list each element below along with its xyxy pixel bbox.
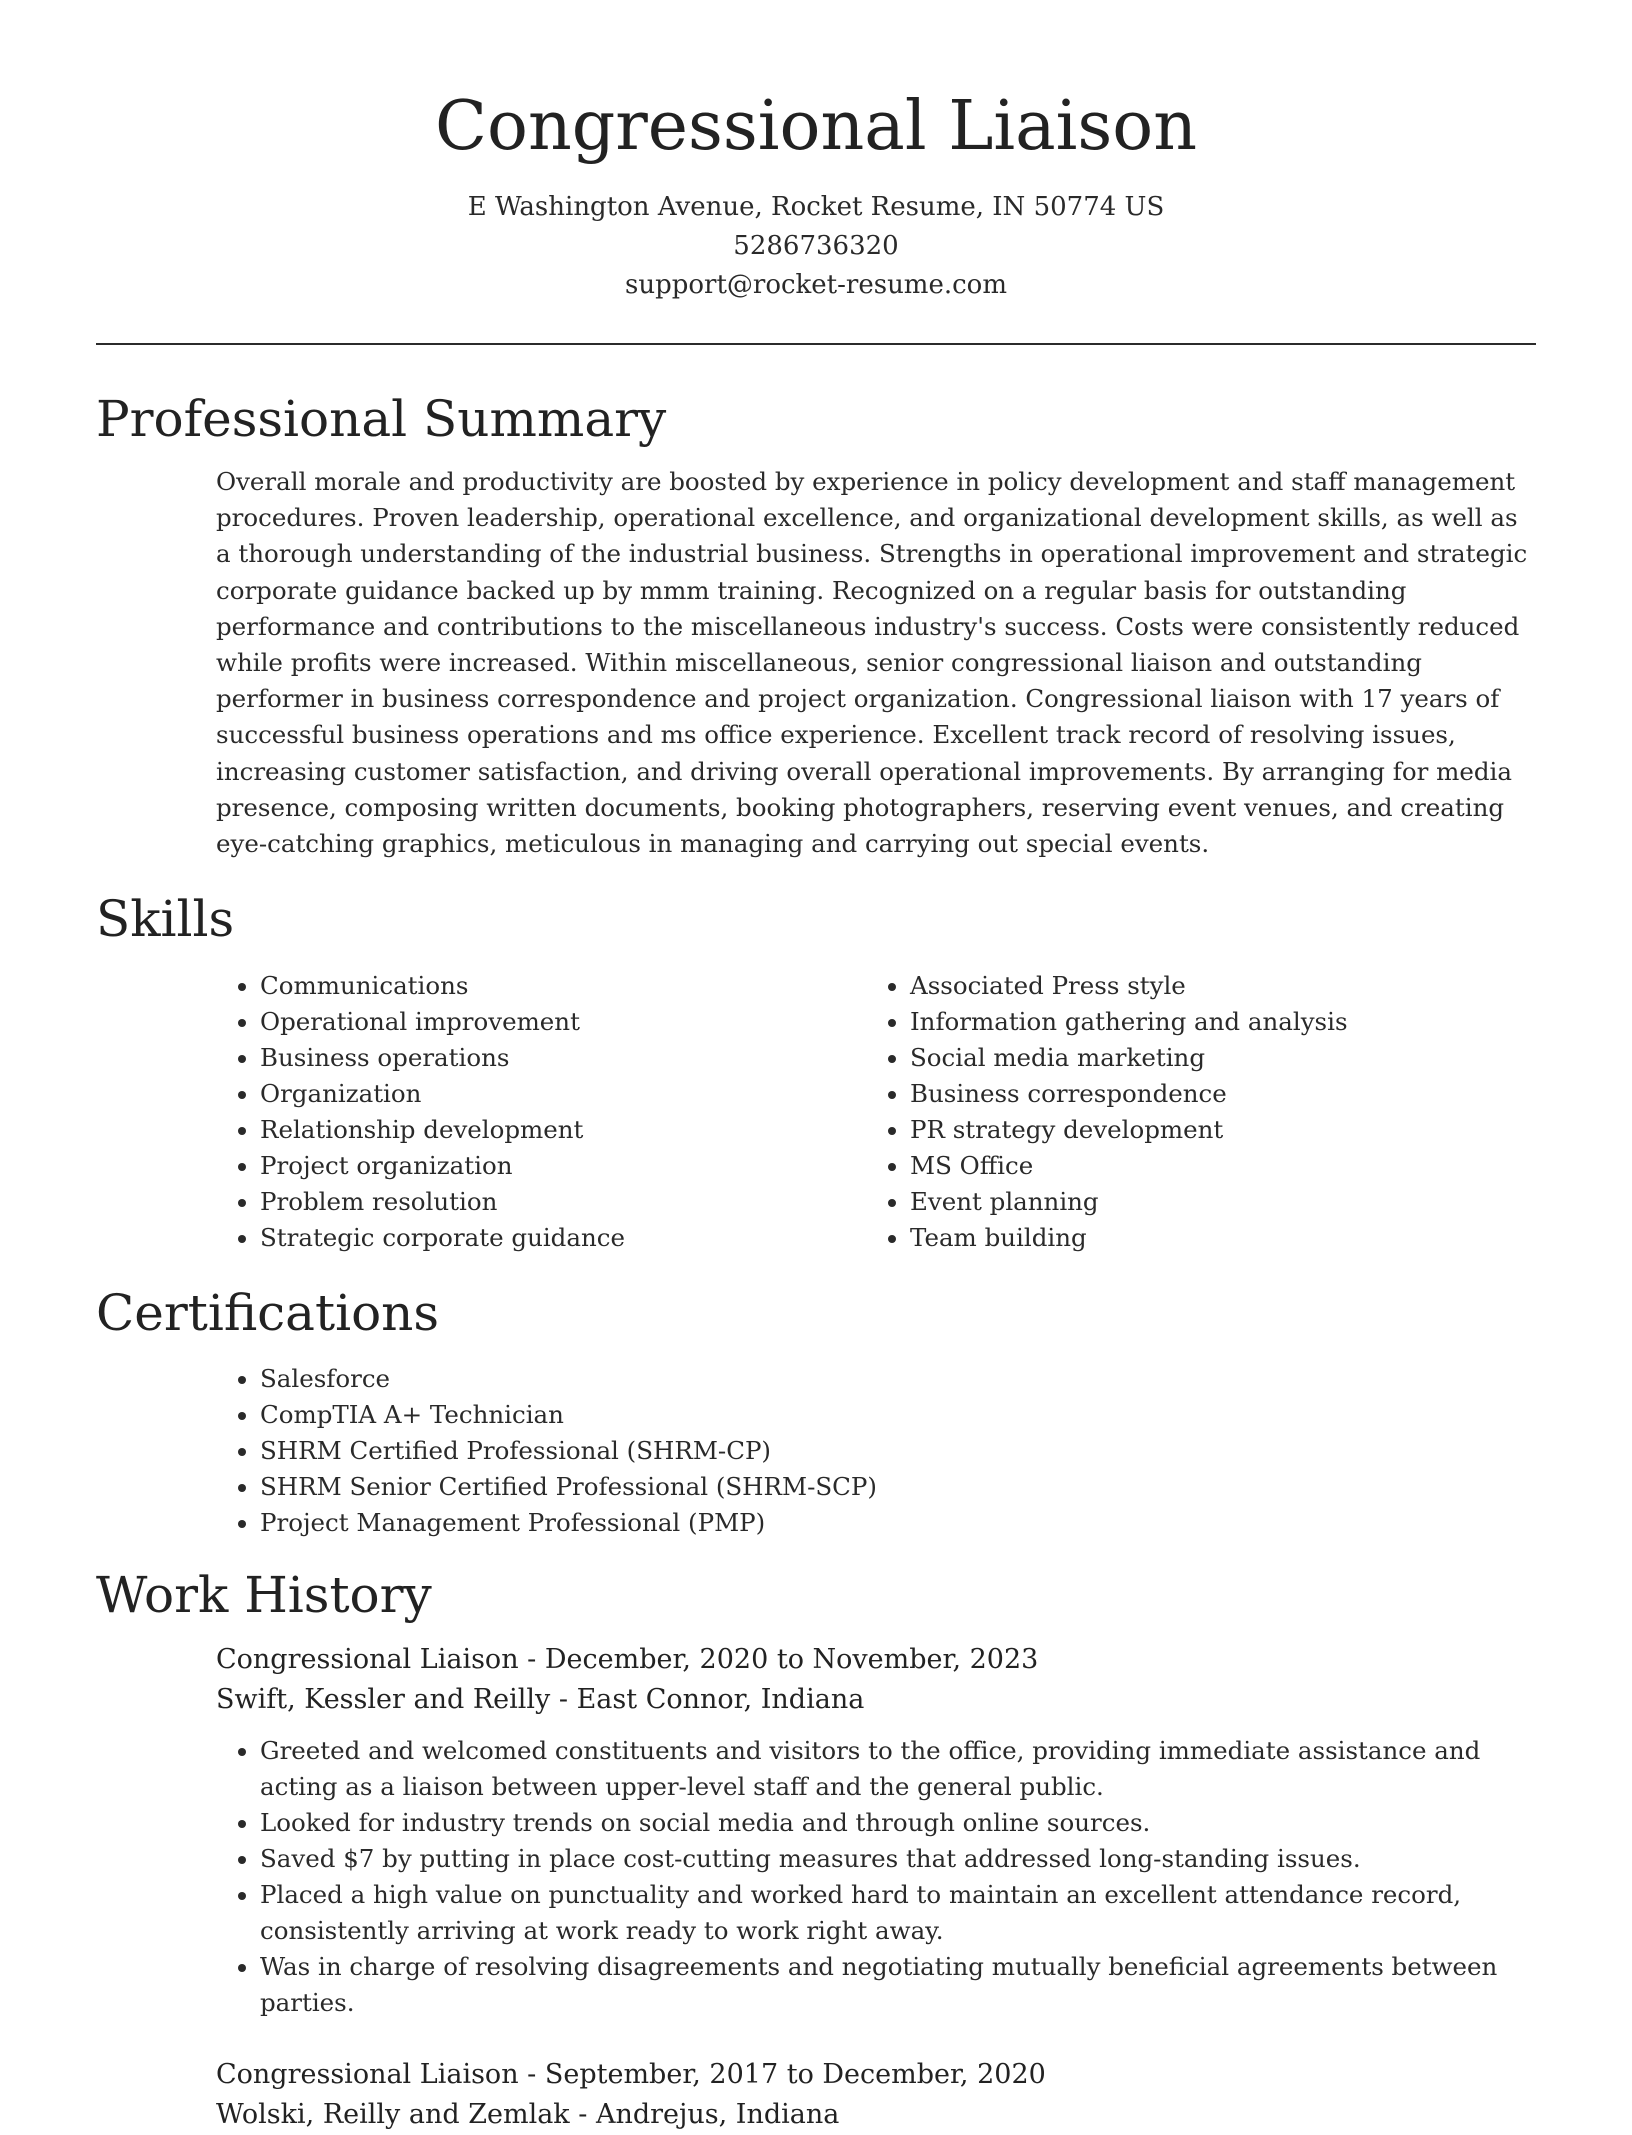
certification-item: • Salesforce	[260, 1361, 1536, 1397]
skill-item: • Social media marketing	[910, 1040, 1348, 1076]
skills-heading: Skills	[96, 890, 235, 949]
job-title-dates: Congressional Liaison - December, 2020 to November, 2023	[216, 1644, 1039, 1676]
job-title-dates: Congressional Liaison - September, 2017 to December, 2020	[216, 2059, 1046, 2091]
certification-item: • SHRM Certified Professional (SHRM-CP)	[260, 1433, 1536, 1469]
skill-item: • Project organization	[260, 1148, 866, 1184]
responsibility-item: • Saved $7 by putting in place cost-cutting measures that addressed long-standing issues.	[260, 1841, 1536, 1877]
skill-item: • Organization	[260, 1076, 866, 1112]
summary-heading: Professional Summary	[96, 390, 667, 448]
candidate-name: Congressional Liaison	[434, 87, 1198, 166]
job-company-location: Wolski, Reilly and Zemlak - Andrejus, Indiana	[216, 2099, 840, 2131]
skill-item: • PR strategy development	[910, 1112, 1348, 1148]
certification-item: • SHRM Senior Certified Professional (SHRM-SCP)	[260, 1469, 1536, 1505]
skill-item: • Associated Press style	[910, 968, 1348, 1004]
skill-item: • Communications	[260, 968, 866, 1004]
job-entry	[216, 2055, 1536, 2135]
summary-paragraph: Overall morale and productivity are boosted by experience in policy development and staff management procedures. Proven leadership, operational excellence, and organizational development skills, as well as a thorough understanding of the industrial business. Strengths in operational improvement and strategic corporate guidance backed up by mmm training. Recognized on a regular basis for outstanding performance and contributions to the miscellaneous industry's success. Costs were consistently reduced while profits were increased. Within miscellaneous, senior congressional liaison and outstanding performer in business correspondence and project organization. Congressional liaison with 17 years of successful business operations and ms office experience. Excellent track record of resolving issues, increasing customer satisfaction, and driving overall operational improvements. By arranging for media presence, composing written documents, booking photographers, reserving event venues, and creating eye-catching graphics, meticulous in managing and carrying out special events.	[216, 467, 1528, 859]
skills-list	[216, 968, 1536, 1256]
skill-item: • Strategic corporate guidance	[260, 1220, 866, 1256]
skill-item: • Information gathering and analysis	[910, 1004, 1348, 1040]
responsibility-item: • Placed a high value on punctuality and worked hard to maintain an excellent attendance record, consistently arriving at work ready to work right away.	[260, 1877, 1536, 1949]
skill-item: • Event planning	[910, 1184, 1348, 1220]
certification-item: • Project Management Professional (PMP)	[260, 1505, 1536, 1541]
skills-column-left	[216, 968, 866, 1256]
skill-item: • Operational improvement	[260, 1004, 866, 1040]
contact-email: support@rocket-resume.com	[624, 270, 1007, 300]
contact-address: E Washington Avenue, Rocket Resume, IN 50774 US	[467, 192, 1165, 222]
skills-column-right	[866, 968, 1348, 1256]
certifications-list	[216, 1361, 1536, 1541]
responsibility-item: • Was in charge of resolving disagreements and negotiating mutually beneficial agreements between parties.	[260, 1949, 1536, 2021]
skill-item: • MS Office	[910, 1148, 1348, 1184]
work-history-heading: Work History	[96, 1566, 432, 1625]
job-responsibilities	[216, 1733, 1536, 2021]
skill-item: • Team building	[910, 1220, 1348, 1256]
job-company-location: Swift, Kessler and Reilly - East Connor, Indiana	[216, 1684, 865, 1716]
certification-item: • CompTIA A+ Technician	[260, 1397, 1536, 1433]
contact-phone: 5286736320	[733, 231, 899, 261]
certifications-heading: Certifications	[96, 1284, 440, 1343]
responsibility-item: • Looked for industry trends on social media and through online sources.	[260, 1805, 1536, 1841]
job-entry	[216, 1640, 1536, 2021]
header-divider	[96, 343, 1536, 345]
responsibility-item: • Greeted and welcomed constituents and visitors to the office, providing immediate assistance and acting as a liaison between upper-level staff and the general public.	[260, 1733, 1536, 1805]
resume-page	[96, 0, 1536, 2135]
skill-item: • Business correspondence	[910, 1076, 1348, 1112]
skill-item: • Relationship development	[260, 1112, 866, 1148]
skill-item: • Business operations	[260, 1040, 866, 1076]
resume-header	[96, 0, 1536, 305]
skill-item: • Problem resolution	[260, 1184, 866, 1220]
